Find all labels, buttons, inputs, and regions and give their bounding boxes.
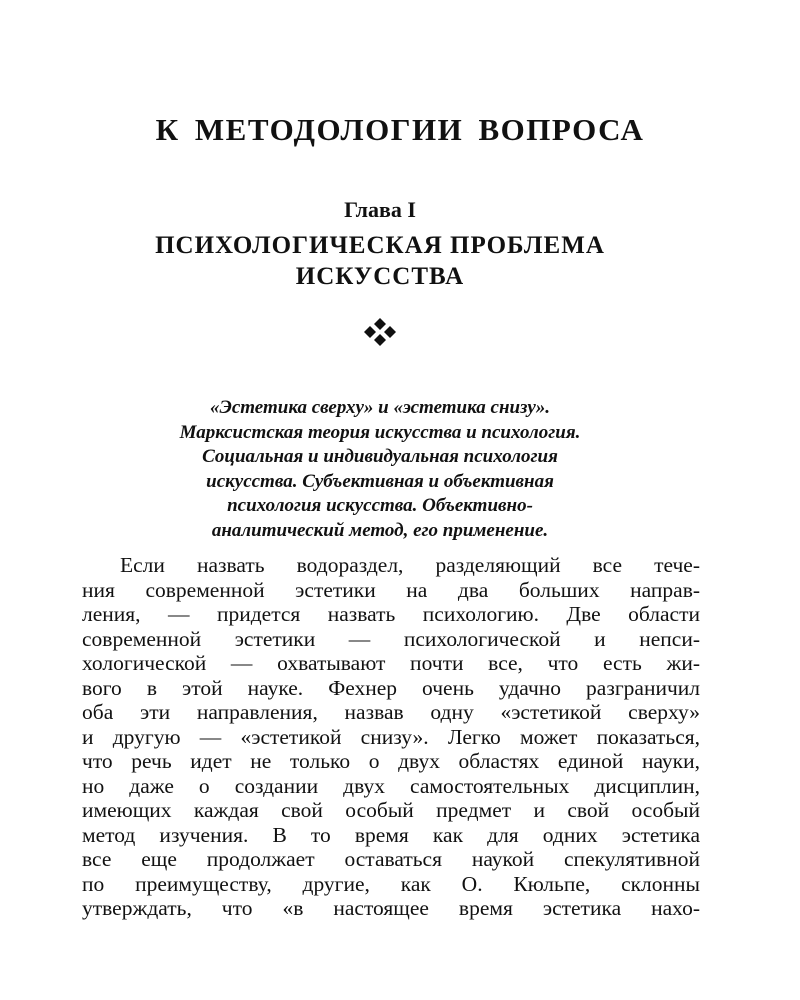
chapter-title-line: ПСИХОЛОГИЧЕСКАЯ ПРОБЛЕМА — [155, 232, 605, 259]
chapter-label: Глава I — [344, 197, 416, 222]
body-line: утверждать, что «в настоящее время эстетика нахо- — [82, 896, 700, 920]
body-paragraph — [82, 553, 700, 921]
synopsis-line: психология искусства. Объективно- — [227, 495, 533, 516]
body-line: хологической — охватывают почти все, что есть жи- — [82, 651, 700, 675]
part-title: К МЕТОДОЛОГИИ ВОПРОСА — [155, 112, 645, 147]
synopsis-line: Марксистская теория искусства и психология. — [179, 421, 581, 443]
body-line: что речь идет не только о двух областях единой науки, — [82, 749, 700, 773]
body-line: ления, — придется назвать психологию. Две области — [82, 602, 700, 626]
body-line: вого в этой науке. Фехнер очень удачно разграничил — [82, 675, 700, 700]
body-line: современной эстетики — психологической и непси- — [82, 626, 700, 651]
body-line: все еще продолжает оставаться наукой спекулятивной — [82, 847, 700, 871]
four-diamond-ornament-icon — [362, 317, 398, 347]
body-line: но даже о создании двух самостоятельных дисциплин, — [82, 773, 700, 798]
synopsis-line: «Эстетика сверху» и «эстетика снизу». — [209, 397, 551, 418]
chapter-title-line: ИСКУССТВА — [295, 263, 465, 290]
chapter-title — [0, 230, 760, 292]
synopsis-line: Социальная и индивидуальная психология — [202, 446, 558, 467]
body-line: по преимуществу, другие, как О. Кюльпе, склонны — [82, 871, 700, 896]
chapter-synopsis — [100, 396, 660, 543]
body-line: ния современной эстетики на два больших направ- — [82, 577, 700, 602]
body-line: оба эти направления, назвав одну «эстетикой сверху» — [82, 700, 700, 724]
body-line: и другую — «эстетикой снизу». Легко может показаться, — [82, 724, 700, 749]
synopsis-line: искусства. Субъективная и объективная — [206, 470, 554, 492]
body-line: метод изучения. В то время как для одних эстетика — [82, 822, 700, 847]
body-line: имеющих каждая свой особый предмет и свой особый — [82, 798, 700, 822]
body-line: Если назвать водораздел, разделяющий все тече- — [120, 553, 700, 577]
synopsis-line: аналитический метод, его применение. — [211, 519, 549, 541]
